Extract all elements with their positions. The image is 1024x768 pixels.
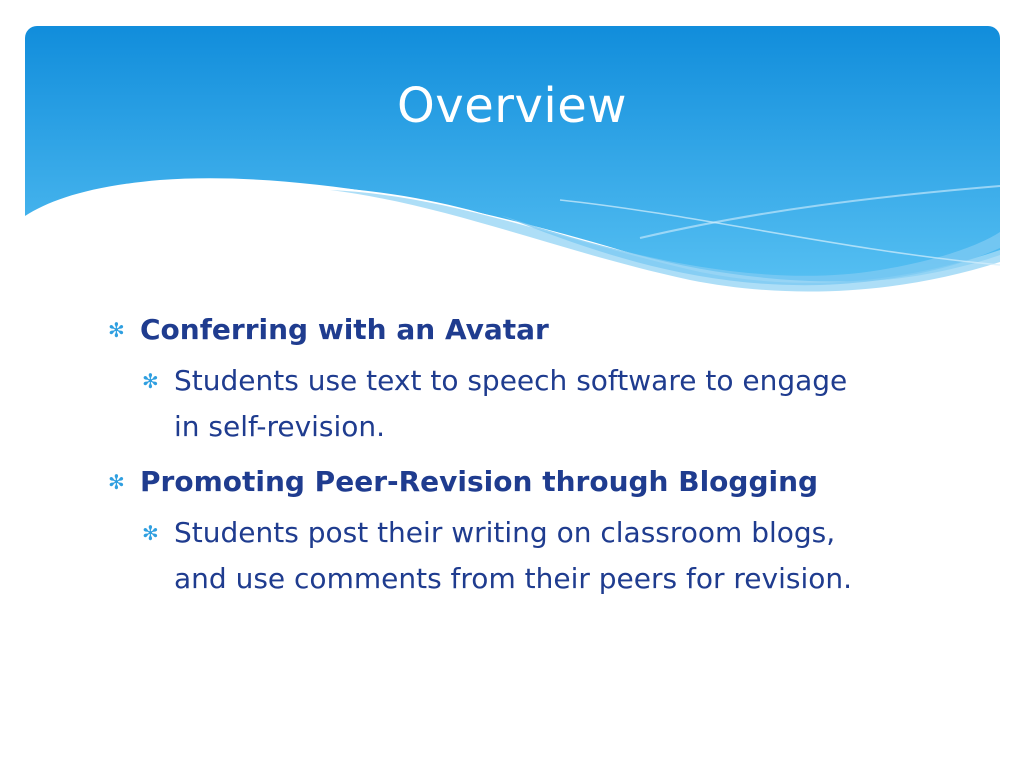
asterisk-bullet-icon: ✻ xyxy=(108,318,125,342)
bullet-heading-text: Conferring with an Avatar xyxy=(140,313,549,346)
bullet-heading xyxy=(104,460,924,504)
bullet-subitem xyxy=(104,358,874,450)
slide-title: Overview xyxy=(397,78,627,134)
bullet-subitem-text: Students use text to speech software to engage in self-revision. xyxy=(174,364,848,443)
asterisk-bullet-icon: ✻ xyxy=(108,470,125,494)
asterisk-bullet-icon: ✻ xyxy=(142,369,159,393)
bullet-subitem xyxy=(104,510,874,602)
asterisk-bullet-icon: ✻ xyxy=(142,521,159,545)
bullet-subitem-text: Students post their writing on classroom blogs, and use comments from their peers for revision. xyxy=(174,516,853,595)
bullet-heading xyxy=(104,308,924,352)
list-item xyxy=(104,460,924,602)
list-item xyxy=(104,308,924,450)
bullet-heading-text: Promoting Peer-Revision through Blogging xyxy=(140,465,819,498)
bullet-list xyxy=(104,308,924,612)
header-wave-banner xyxy=(0,0,1024,300)
